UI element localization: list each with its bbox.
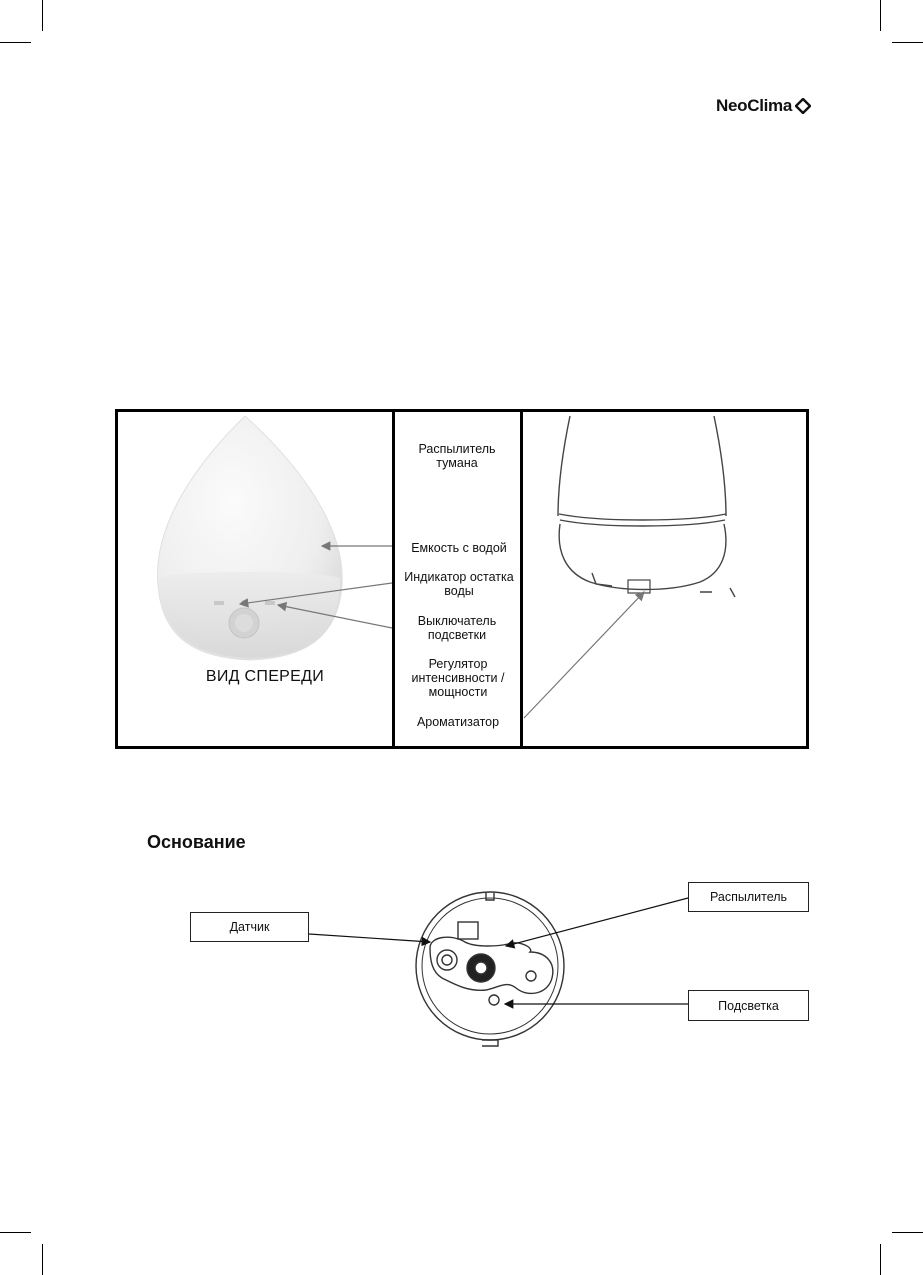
humidifier-rear-drawing — [558, 416, 735, 597]
callout-backlight: Подсветка — [688, 990, 809, 1021]
label-water-tank: Емкость с водой — [411, 541, 507, 555]
label-mist-outlet: Распылитель тумана — [418, 442, 496, 470]
callout-sensor: Датчик — [190, 912, 309, 942]
humidifier-front-photo — [158, 416, 343, 660]
brand-name: NeoClima — [716, 96, 793, 115]
base-top-drawing — [416, 892, 564, 1046]
label-aroma: Ароматизатор — [416, 715, 500, 729]
label-backlight-switch: Выключатель подсветки — [417, 614, 497, 642]
front-view-caption: ВИД СПЕРЕДИ — [205, 668, 325, 685]
base-section-title: Основание — [147, 832, 246, 852]
callout-atomizer: Распылитель — [688, 882, 809, 912]
leader-sensor — [309, 934, 430, 942]
label-intensity-regulator: Регулятор интенсивности / мощности — [411, 657, 505, 699]
label-water-indicator: Индикатор остатка воды — [404, 570, 514, 598]
leader-aroma — [524, 592, 644, 718]
